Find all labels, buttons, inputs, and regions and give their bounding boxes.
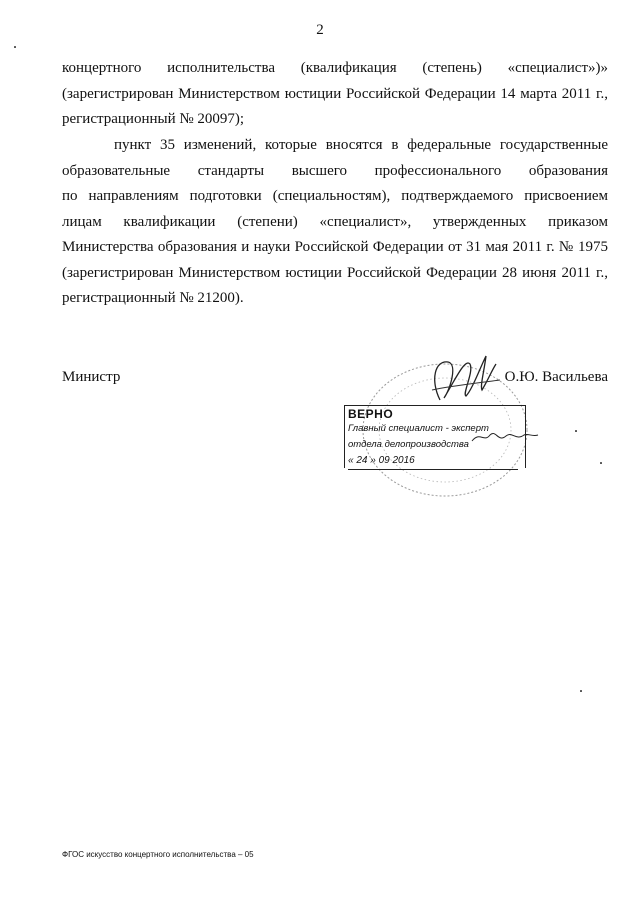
paragraph-2-line-7: регистрационный № 21200). (62, 290, 244, 306)
paragraph-2-line-6: (зарегистрирован Министерством юстиции Российской Федерации 28 июня 2011 г., (62, 264, 608, 281)
paragraph-2-line-4: лицам квалификации (степени) «специалист», утвержденных приказом (62, 213, 608, 230)
stamp-department: отдела делопроизводства (348, 439, 469, 450)
signatory-name: О.Ю. Васильева (504, 369, 608, 385)
signatory-role: Министр (62, 369, 121, 385)
paragraph-1 (62, 56, 608, 133)
stamp-date: « 24 » 09 2016 (348, 455, 415, 466)
stamp-title: ВЕРНО (348, 407, 394, 421)
paragraph-2-line-5: Министерства образования и науки Российской Федерации от 31 мая 2011 г. № 1975 (62, 239, 608, 255)
footer-document-code: ФГОС искусство концертного исполнительства – 05 (62, 850, 254, 859)
handwritten-signature (410, 350, 520, 410)
stamp-position: Главный специалист - эксперт (348, 423, 489, 434)
stamp-signature (470, 427, 540, 447)
paragraph-2 (62, 133, 608, 312)
scan-speck (575, 430, 577, 432)
paragraph-1-line-2: (зарегистрирован Министерством юстиции Российской Федерации 14 марта 2011 г., (62, 85, 608, 102)
stamp-underline (348, 469, 518, 470)
scan-speck (600, 462, 602, 464)
scan-speck (580, 690, 582, 692)
scan-speck (14, 46, 16, 48)
page-number: 2 (316, 22, 324, 38)
paragraph-2-line-2: образовательные стандарты высшего профессионального образования (62, 162, 608, 179)
paragraph-2-line-3: по направлениям подготовки (специальностям), подтверждаемого присвоением (62, 188, 608, 204)
paragraph-1-line-3: регистрационный № 20097); (62, 111, 245, 127)
paragraph-1-line-1: концертного исполнительства (квалификация (степень) «специалист»)» (62, 60, 608, 76)
certification-stamp (340, 405, 538, 465)
paragraph-2-line-1: пункт 35 изменений, которые вносятся в федеральные государственные (114, 137, 608, 153)
